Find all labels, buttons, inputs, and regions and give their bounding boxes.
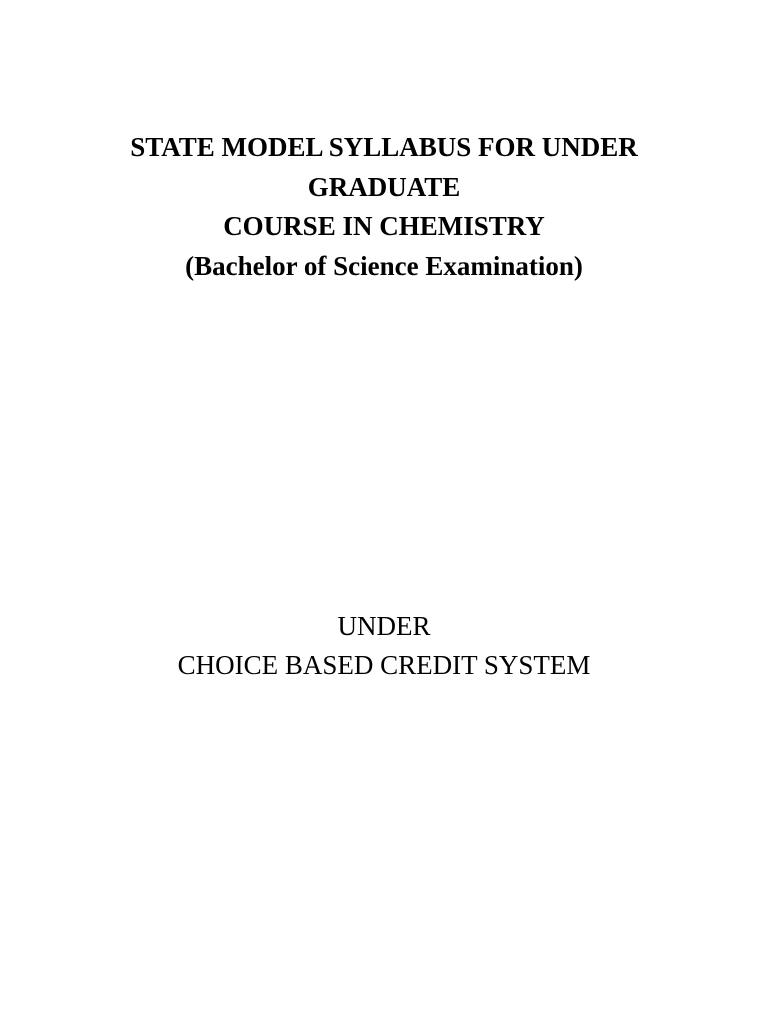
document-title bbox=[0, 128, 768, 286]
system-line-1: UNDER bbox=[337, 611, 431, 641]
system-line-2: CHOICE BASED CREDIT SYSTEM bbox=[177, 650, 591, 680]
title-line-3: COURSE IN CHEMISTRY bbox=[223, 211, 545, 241]
title-line-1: STATE MODEL SYLLABUS FOR UNDER bbox=[130, 132, 638, 162]
title-line-4: (Bachelor of Science Examination) bbox=[185, 250, 583, 281]
title-line-2: GRADUATE bbox=[307, 171, 461, 202]
credit-system-heading bbox=[0, 607, 768, 685]
